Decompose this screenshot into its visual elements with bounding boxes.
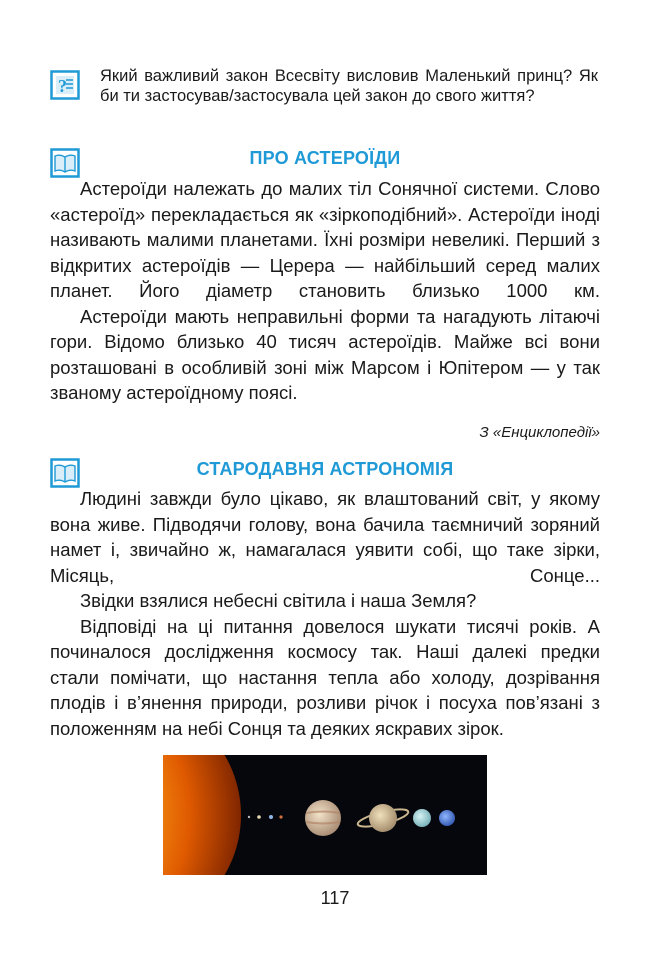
question-text: Який важливий закон Всесвіту висловив Маленький принц? Як би ти застосував/застосувала цей закон до свого життя? (100, 67, 598, 105)
paragraph: Астероїди належать до малих тіл Сонячної системи. Слово «астероїд» перекладається як «зіркоподібний». Астероїди іноді називають малими планетами. Їхні розміри невеликі. Перший з відкритих астероїдів — Церера — найбільший серед малих планет. Його діаметр становить близько 1000 км. (50, 178, 600, 301)
solar-system-illustration (163, 755, 487, 875)
paragraph: Звідки взялися небесні світила і наша Земля? (80, 590, 477, 611)
paragraph: Відповіді на ці питання довелося шукати тисячі років. А починалося дослідження космосу так. Наші далекі предки стали помічати, що настання тепла або холоду, дозрівання плодів і в’янення природи, розливи річок і посуха пов’язані з положенням на небі Сонця та деяких яскравих зірок. (50, 615, 600, 739)
source-citation: З «Енциклопедії» (479, 424, 600, 441)
question-book-icon (50, 70, 80, 100)
paragraph: Астероїди мають неправильні форми та нагадують літаючі гори. Відомо близько 40 тисяч астероїдів. Майже всі вони розташовані в особливій зоні між Марсом і Юпітером — у так званому астероїдному поясі. (50, 305, 600, 403)
section-title-asteroids: ПРО АСТЕРОЇДИ (249, 148, 401, 168)
section-title-ancient-astronomy: СТАРОДАВНЯ АСТРОНОМІЯ (196, 459, 454, 479)
section-body-asteroids (50, 176, 600, 406)
page-number: 117 (320, 888, 350, 908)
svg-text:?: ? (58, 76, 67, 96)
section-body-ancient-astronomy (50, 486, 600, 741)
paragraph: Людині завжди було цікаво, як влаштований світ, у якому вона живе. Підводячи голову, вона бачила таємничий зоряний намет і, звичайно ж, намагалася уявити собі, що таке зірки, Місяць, Сонце... (50, 488, 600, 586)
